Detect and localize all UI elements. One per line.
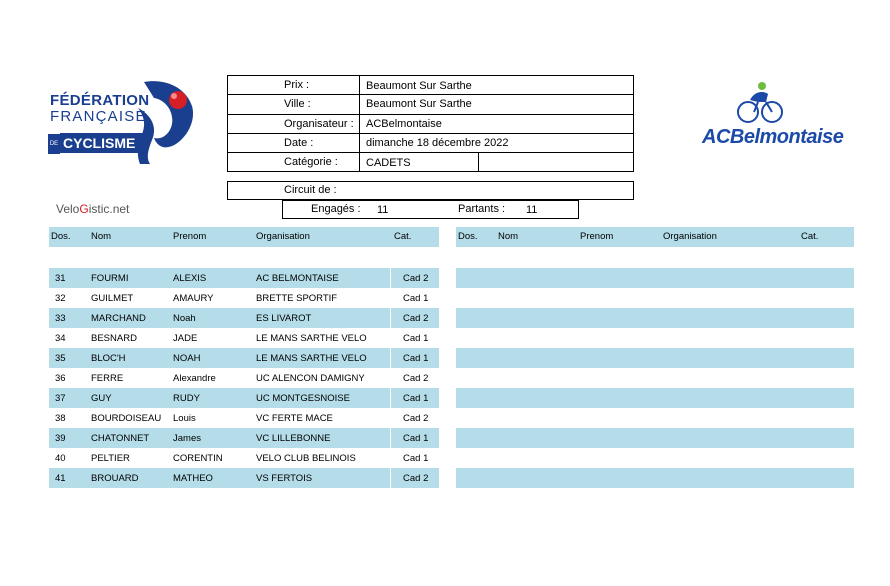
cell-nom: GUY [91, 393, 112, 404]
cell-nom: BESNARD [91, 333, 137, 344]
ffc-line3: CYCLISME [60, 133, 146, 153]
cell-dos: 35 [55, 353, 66, 364]
ffc-line2: FRANÇAISE [50, 108, 147, 125]
cell-prenom: ALEXIS [173, 273, 207, 284]
date-value: dimanche 18 décembre 2022 [366, 137, 509, 149]
cell-cat: Cad 1 [403, 393, 429, 404]
table-row [456, 268, 854, 288]
table-row [49, 448, 439, 468]
cell-prenom: NOAH [173, 353, 201, 364]
table-header [49, 227, 439, 247]
table-row [49, 468, 439, 488]
cell-dos: 41 [55, 473, 66, 484]
table-row [456, 288, 854, 308]
cell-dos: 34 [55, 333, 66, 344]
cell-cat: Cad 1 [403, 293, 429, 304]
cell-dos: 39 [55, 433, 66, 444]
header-prenom: Prenom [580, 231, 614, 242]
partants-label: Partants : [458, 203, 506, 215]
cell-organisation: UC ALENCON DAMIGNY [256, 373, 365, 384]
ffc-line1: FÉDÉRATION [50, 92, 150, 109]
cell-prenom: JADE [173, 333, 198, 344]
header-organisation: Organisation [663, 231, 717, 242]
engages-label: Engagés : [311, 203, 361, 215]
cell-nom: BOURDOISEAU [91, 413, 162, 424]
table-row [49, 328, 439, 348]
cell-cat: Cad 1 [403, 353, 429, 364]
velogistic-link[interactable]: VeloGistic.net [56, 202, 130, 216]
cell-prenom: James [173, 433, 201, 444]
header-dos: Dos. [458, 231, 478, 242]
cell-organisation: ES LIVAROT [256, 313, 312, 324]
table-row [456, 428, 854, 448]
table-row [456, 388, 854, 408]
cell-prenom: CORENTIN [173, 453, 223, 464]
cell-cat: Cad 2 [403, 413, 429, 424]
table-row [49, 388, 439, 408]
cell-organisation: AC BELMONTAISE [256, 273, 339, 284]
table-row [456, 408, 854, 428]
riders-table-right [456, 227, 854, 488]
partants-value: 11 [526, 204, 538, 216]
prix-value: Beaumont Sur Sarthe [366, 80, 472, 92]
table-row [456, 368, 854, 388]
table-row [456, 468, 854, 488]
cell-organisation: VELO CLUB BELINOIS [256, 453, 356, 464]
cell-dos: 31 [55, 273, 66, 284]
header-nom: Nom [498, 231, 519, 242]
cell-nom: BROUARD [91, 473, 139, 484]
circuit-label: Circuit de : [284, 184, 337, 196]
header-cat: Cat. [394, 231, 412, 242]
table-row [456, 348, 854, 368]
table-row [49, 368, 439, 388]
date-label: Date : [284, 137, 314, 149]
cell-organisation: LE MANS SARTHE VELO [256, 353, 367, 364]
cell-organisation: VC FERTE MACE [256, 413, 333, 424]
cell-dos: 37 [55, 393, 66, 404]
cell-nom: BLOC'H [91, 353, 126, 364]
table-row [49, 308, 439, 328]
cell-cat: Cad 1 [403, 333, 429, 344]
organisateur-label: Organisateur : [284, 118, 354, 130]
cell-cat: Cad 1 [403, 433, 429, 444]
cell-cat: Cad 2 [403, 373, 429, 384]
header-dos: Dos. [51, 231, 71, 242]
cell-dos: 36 [55, 373, 66, 384]
cell-organisation: VS FERTOIS [256, 473, 313, 484]
engages-value: 11 [377, 204, 389, 216]
table-row [456, 448, 854, 468]
table-row [456, 308, 854, 328]
prix-label: Prix : [284, 79, 310, 91]
table-row [49, 408, 439, 428]
header-nom: Nom [91, 231, 112, 242]
categorie-value: CADETS [366, 157, 411, 169]
cell-nom: MARCHAND [91, 313, 146, 324]
cell-organisation: UC MONTGESNOISE [256, 393, 350, 404]
cell-cat: Cad 2 [403, 273, 429, 284]
cell-organisation: BRETTE SPORTIF [256, 293, 338, 304]
cell-nom: FERRE [91, 373, 124, 384]
cell-dos: 32 [55, 293, 66, 304]
cell-dos: 40 [55, 453, 66, 464]
table-row [49, 268, 439, 288]
header-prenom: Prenom [173, 231, 207, 242]
ffc-logo [46, 78, 196, 164]
cell-prenom: Louis [173, 413, 196, 424]
ville-label: Ville : [284, 98, 311, 110]
cell-prenom: Alexandre [173, 373, 216, 384]
organisateur-value: ACBelmontaise [366, 118, 442, 130]
cyclist-icon [736, 80, 784, 126]
categorie-label: Catégorie : [284, 156, 338, 168]
acb-logo [700, 80, 844, 152]
table-row [49, 348, 439, 368]
cell-nom: FOURMI [91, 273, 129, 284]
cell-dos: 33 [55, 313, 66, 324]
table-header [456, 227, 854, 247]
header-cat: Cat. [801, 231, 819, 242]
cell-nom: GUILMET [91, 293, 134, 304]
cell-nom: CHATONNET [91, 433, 150, 444]
cell-prenom: RUDY [173, 393, 200, 404]
riders-table-left [49, 227, 439, 488]
cell-nom: PELTIER [91, 453, 130, 464]
cell-prenom: AMAURY [173, 293, 214, 304]
ffc-side: DE [48, 134, 60, 154]
cell-prenom: MATHEO [173, 473, 213, 484]
ville-value: Beaumont Sur Sarthe [366, 98, 472, 110]
table-row [456, 328, 854, 348]
cell-cat: Cad 1 [403, 453, 429, 464]
cell-dos: 38 [55, 413, 66, 424]
table-row [49, 288, 439, 308]
cell-prenom: Noah [173, 313, 196, 324]
cell-organisation: LE MANS SARTHE VELO [256, 333, 367, 344]
cell-cat: Cad 2 [403, 313, 429, 324]
cell-organisation: VC LILLEBONNE [256, 433, 331, 444]
cell-cat: Cad 2 [403, 473, 429, 484]
acb-logo-text: ACBelmontaise [702, 126, 844, 148]
header-organisation: Organisation [256, 231, 310, 242]
table-row [49, 428, 439, 448]
